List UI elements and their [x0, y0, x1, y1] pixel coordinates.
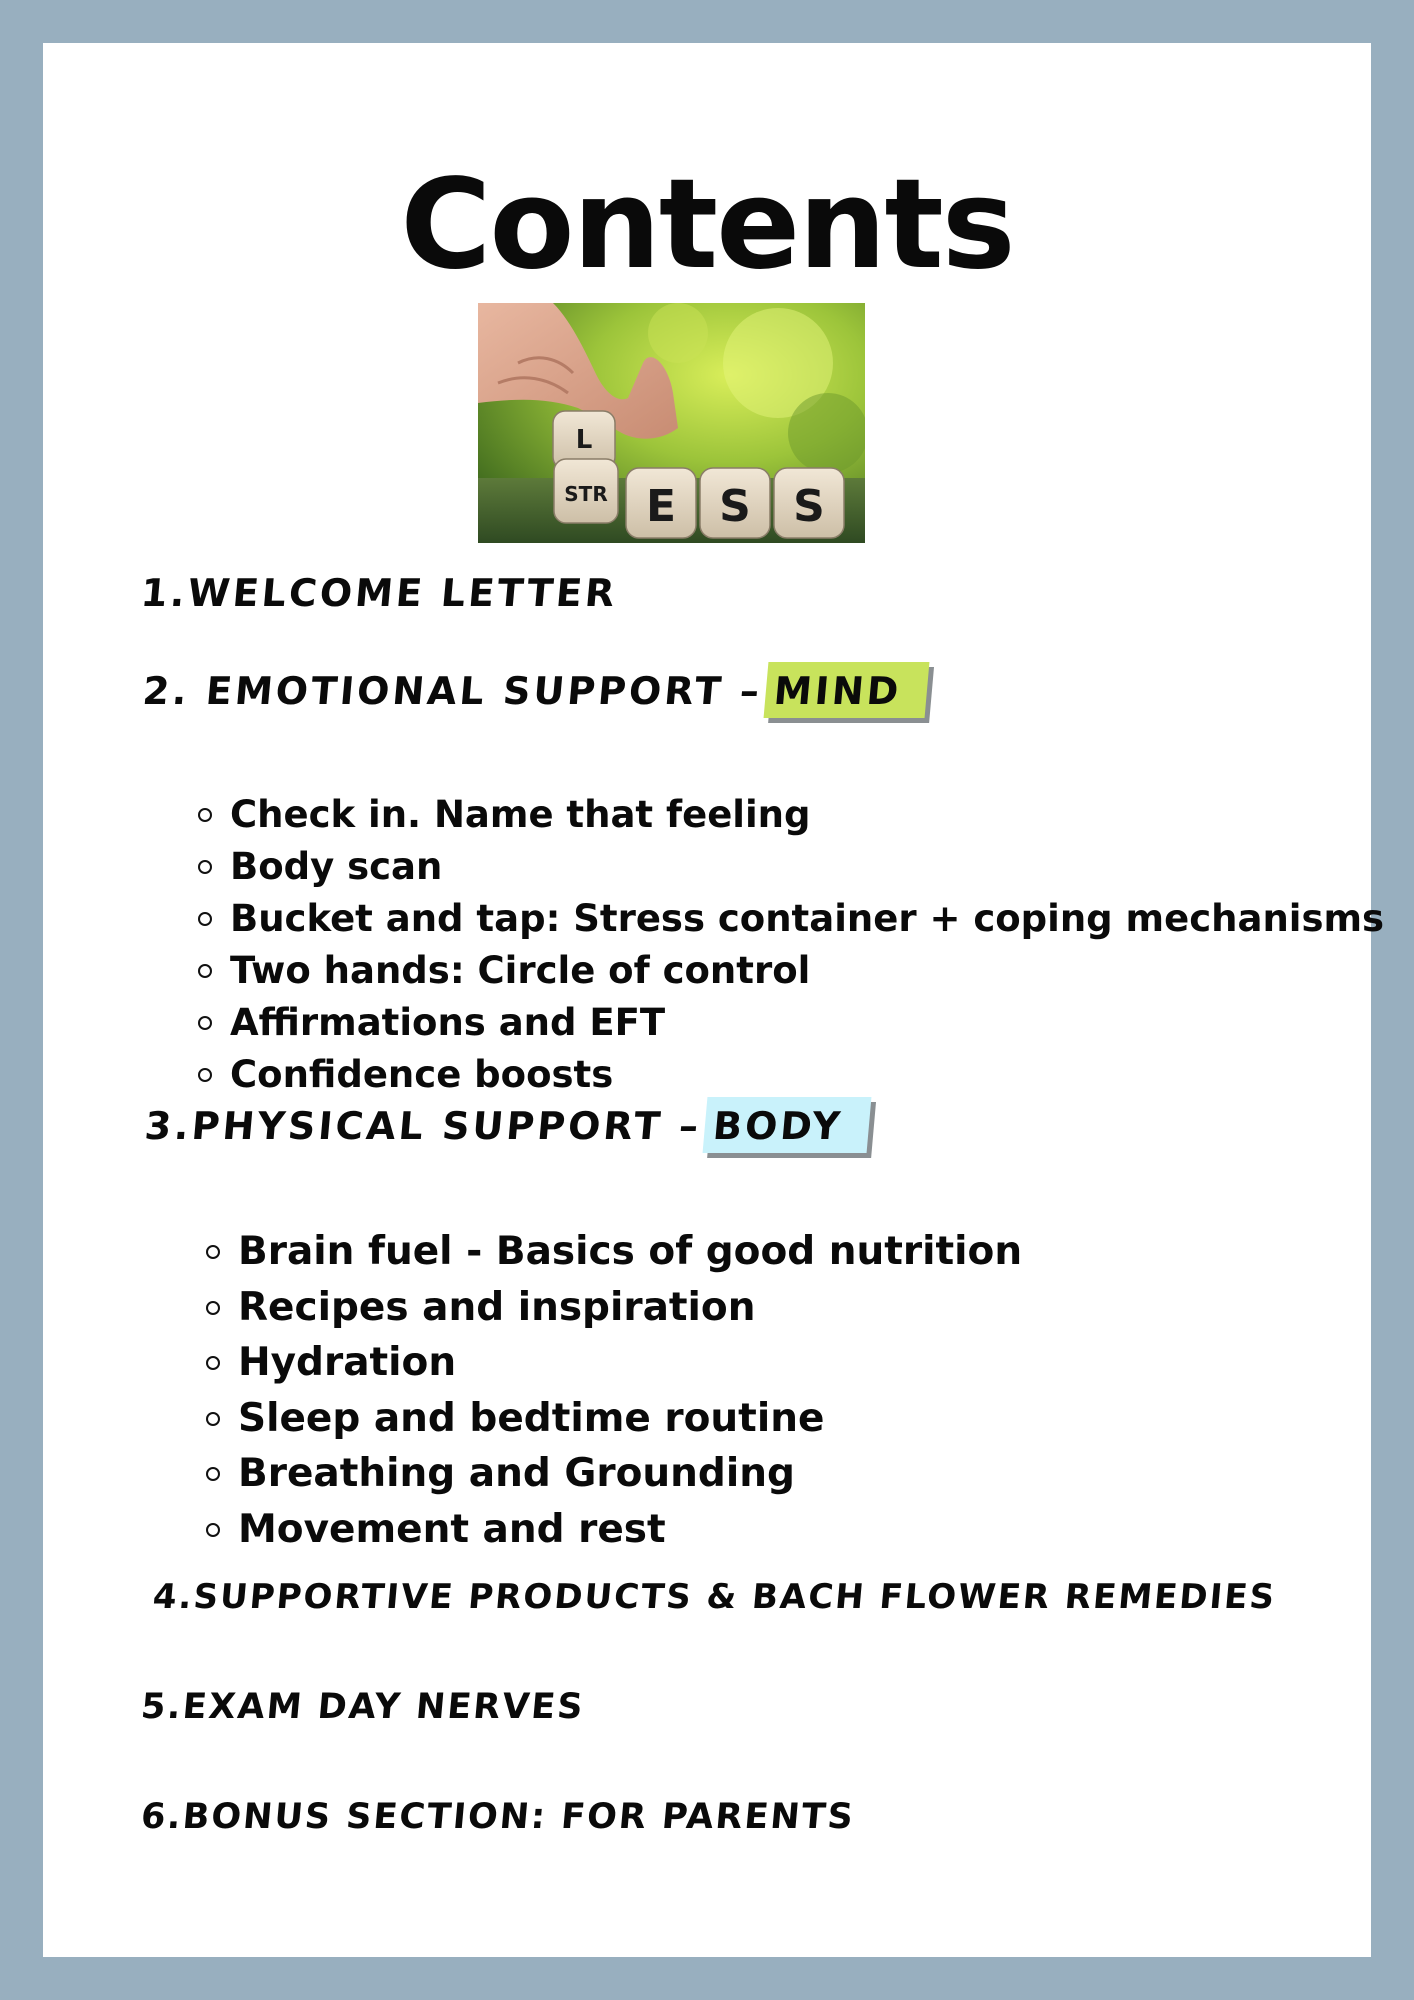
list-item [238, 1446, 1022, 1502]
bullet-circle-icon [198, 912, 212, 926]
section-2-heading [141, 662, 930, 718]
section-6-label: 6.BONUS SECTION: FOR PARENTS [139, 1797, 857, 1837]
bullet-circle-icon [198, 1016, 212, 1030]
list-item [230, 1049, 1384, 1101]
bullet-circle-icon [206, 1523, 220, 1537]
die-letter-str: STR [564, 482, 608, 506]
bullet-circle-icon [206, 1356, 220, 1370]
section-2-label: 2. EMOTIONAL SUPPORT – [140, 669, 764, 713]
section-3-list [238, 1224, 1022, 1557]
list-item [238, 1280, 1022, 1336]
list-item-text: Hydration [238, 1340, 457, 1385]
bullet-circle-icon [206, 1467, 220, 1481]
list-item [230, 945, 1384, 997]
list-item-text: Movement and rest [238, 1506, 666, 1552]
section-4-heading [151, 1577, 1278, 1617]
mind-tag: MIND [764, 662, 930, 718]
bullet-circle-icon [198, 808, 212, 822]
bullet-circle-icon [198, 860, 212, 874]
bullet-circle-icon [206, 1412, 220, 1426]
page-title: Contents [400, 153, 1014, 297]
die-letter-l: L [575, 425, 593, 455]
die-letter-s2: S [793, 481, 825, 532]
list-item [230, 841, 1384, 893]
list-item-text: Recipes and inspiration [238, 1284, 756, 1330]
list-item [238, 1391, 1022, 1447]
section-1-label: 1.WELCOME LETTER [139, 571, 620, 615]
document-page [43, 43, 1385, 1957]
section-5-heading [139, 1687, 587, 1727]
list-item-text: Sleep and bedtime routine [238, 1395, 825, 1441]
section-3-heading [143, 1097, 872, 1153]
body-tag: BODY [703, 1097, 871, 1153]
section-4-label: 4.SUPPORTIVE PRODUCTS & BACH FLOWER REMEDIES [151, 1577, 1278, 1617]
section-5-label: 5.EXAM DAY NERVES [139, 1687, 587, 1727]
section-2-list [230, 789, 1384, 1101]
section-6-heading [139, 1797, 857, 1837]
list-item-text: Confidence boosts [230, 1053, 614, 1096]
bullet-circle-icon [206, 1301, 220, 1315]
section-1-heading [139, 571, 620, 615]
list-item-text: Brain fuel - Basics of good nutrition [238, 1229, 1023, 1274]
list-item [238, 1335, 1022, 1391]
bullet-circle-icon [206, 1245, 220, 1259]
list-item [230, 893, 1384, 945]
list-item [238, 1224, 1022, 1280]
list-item-text: Two hands: Circle of control [230, 949, 811, 992]
list-item-text: Check in. Name that feeling [230, 793, 811, 836]
stress-less-dice-photo [478, 303, 865, 543]
bullet-circle-icon [198, 964, 212, 978]
list-item-text: Body scan [230, 845, 443, 888]
list-item-text: Bucket and tap: Stress container + coping mechanisms [230, 897, 1385, 940]
bullet-circle-icon [198, 1068, 212, 1082]
die-letter-s1: S [719, 481, 751, 532]
section-3-label: 3.PHYSICAL SUPPORT – [142, 1104, 704, 1148]
list-item [238, 1502, 1022, 1558]
list-item-text: Affirmations and EFT [230, 1001, 666, 1044]
list-item [230, 789, 1384, 841]
die-letter-e: E [645, 481, 677, 532]
list-item [230, 997, 1384, 1049]
list-item-text: Breathing and Grounding [238, 1451, 795, 1496]
